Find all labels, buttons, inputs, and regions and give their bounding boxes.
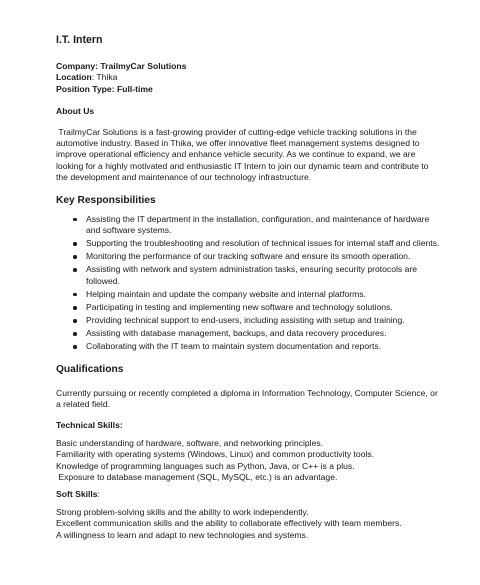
list-item xyxy=(86,302,440,313)
list-item: Strong problem-solving skills and the ability to work independently. xyxy=(56,506,309,517)
soft-skills-list xyxy=(56,507,440,541)
list-item: A willingness to learn and adapt to new technologies and systems. xyxy=(56,529,309,540)
list-item xyxy=(86,341,440,352)
bullet-icon xyxy=(73,255,77,259)
list-item-text: Helping maintain and update the company website and internal platforms. xyxy=(86,288,366,299)
location-value: : Thika xyxy=(91,72,118,83)
technical-skills-heading: Technical Skills: xyxy=(56,420,123,431)
list-item-text: Collaborating with the IT team to maintain system documentation and reports. xyxy=(86,341,382,352)
soft-skills-label: Soft Skills xyxy=(56,489,98,500)
responsibilities-list xyxy=(56,214,440,353)
list-item-text: Assisting with database management, backups, and data recovery procedures. xyxy=(86,328,387,339)
soft-skills-colon: : xyxy=(97,489,100,500)
about-heading: About Us xyxy=(56,106,95,117)
list-item xyxy=(86,289,440,300)
position-type-line: Position Type: Full-time xyxy=(56,83,153,94)
bullet-icon xyxy=(73,332,77,336)
list-item xyxy=(86,251,440,262)
list-item xyxy=(86,328,440,339)
company-line: Company: TrailmyCar Solutions xyxy=(56,61,187,71)
list-item-text: Assisting with network and system administration tasks, ensuring security protocols are followed. xyxy=(86,264,417,286)
list-item: Familiarity with operating systems (Windows, Linux) and common productivity tools. xyxy=(56,449,375,460)
list-item-text: Participating in testing and implementing new software and technology solutions. xyxy=(86,301,393,312)
list-item: Excellent communication skills and the ability to collaborate effectively with team members. xyxy=(56,518,402,529)
qualifications-heading: Qualifications xyxy=(56,363,124,375)
location-line xyxy=(56,72,440,83)
location-label: Location xyxy=(56,72,92,83)
qualifications-intro: Currently pursuing or recently completed a diploma in Information Technology, Computer Science, or a related field. xyxy=(56,387,438,410)
bullet-icon xyxy=(73,306,77,310)
bullet-icon xyxy=(73,293,77,297)
list-item-text: Supporting the troubleshooting and resolution of technical issues for internal staff and clients. xyxy=(86,238,440,249)
bullet-icon xyxy=(73,218,77,222)
list-item xyxy=(86,214,440,237)
soft-skills-heading xyxy=(56,489,440,500)
list-item-text: Assisting the IT department in the installation, configuration, and maintenance of hardware and software systems. xyxy=(86,213,430,236)
list-item xyxy=(86,238,440,249)
job-title: I.T. Intern xyxy=(56,34,103,46)
about-text: TrailmyCar Solutions is a fast-growing provider of cutting-edge vehicle tracking solutions in the automotive industry. Based in Thika, we offer innovative fleet management systems designed to improve operational efficiency and enhance vehicle security. As we continue to expand, we are looking for a highly motivated and enthusiastic IT Intern to join our dynamic team and contribute to the development and maintenance of our technology infrastructure. xyxy=(56,126,431,183)
bullet-icon xyxy=(73,268,77,272)
list-item: Basic understanding of hardware, software, and networking principles. xyxy=(56,437,324,448)
list-item xyxy=(86,264,440,287)
list-item-text: Providing technical support to end-users, including assisting with setup and training. xyxy=(86,315,405,326)
list-item: Exposure to database management (SQL, MySQL, etc.) is an advantage. xyxy=(56,472,338,483)
technical-skills-list xyxy=(56,438,440,484)
bullet-icon xyxy=(73,345,77,349)
list-item: Knowledge of programming languages such as Python, Java, or C++ is a plus. xyxy=(56,460,355,471)
responsibilities-heading: Key Responsibilities xyxy=(56,194,156,206)
job-meta xyxy=(56,61,440,95)
bullet-icon xyxy=(73,319,77,323)
bullet-icon xyxy=(73,242,77,246)
list-item xyxy=(86,315,440,326)
list-item-text: Monitoring the performance of our tracking software and ensure its smooth operation. xyxy=(86,251,411,262)
